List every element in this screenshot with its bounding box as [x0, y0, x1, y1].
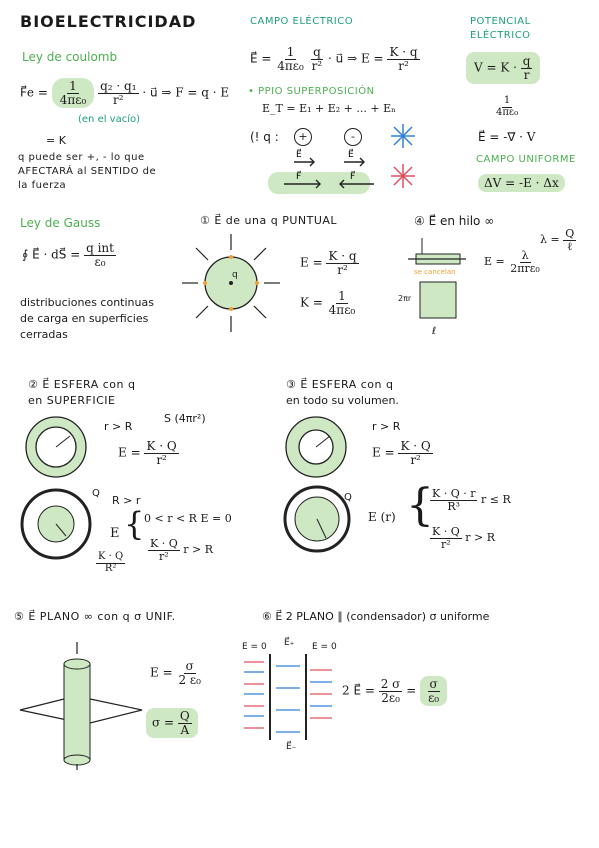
esfera-sup-case1: 0 < r < R E = 0 — [144, 512, 232, 525]
sphere-surface-diagram — [16, 414, 96, 480]
campo-heading: CAMPO ELÉCTRICO — [250, 16, 354, 27]
e-minus-label: E⃗₋ — [286, 742, 297, 752]
hilo-heading: ④ E⃗ en hilo ∞ — [414, 214, 495, 228]
gauss-heading: Ley de Gauss — [20, 216, 101, 230]
puntual-q-label: q — [232, 270, 238, 280]
puntual-heading: ① E⃗ de una q PUNTUAL — [200, 214, 338, 227]
esfera-sup-bottom: $\frac{K \cdot Q}{\text{R²}}$ — [98, 551, 124, 574]
sphere-surface-diagram-2 — [14, 482, 98, 566]
esfera-sup-formula: E = $\frac{K \cdot Q}{\text{r²}}$ — [118, 439, 177, 467]
esfera-sup-cond2: R > r — [112, 494, 141, 507]
plano-e-formula: E = $\frac{\sigma}{\text{2 ε₀}}$ — [150, 659, 201, 687]
sigma-formula: σ = $\frac{Q}{A}$ — [146, 708, 198, 738]
minus-charge-icon: - — [344, 128, 362, 146]
page-title: BIOELECTRICIDAD — [20, 12, 197, 31]
gauss-formula: ∮ E⃗ · dS⃗ = $\frac{\text{q int}}{\text{ε₀}}$ — [22, 241, 114, 269]
sphere-volume-diagram-2 — [282, 484, 352, 554]
point-charge-diagram — [176, 228, 286, 338]
plus-charge-icon: + — [294, 128, 312, 146]
esfera-vol-q-label: Q — [344, 492, 352, 503]
esfera-sup-heading-2: en SUPERFICIE — [28, 394, 116, 407]
esfera-sup-cond: r > R — [104, 420, 133, 433]
coulomb-tail: · u⃗ ⇒ F = q · E — [142, 85, 230, 100]
puntual-k-formula: K = $\frac{1}{\text{4πε₀}}$ — [300, 289, 356, 317]
esfera-vol-case2: $\frac{K \cdot Q}{\text{r²}}$ r > R — [432, 525, 495, 551]
plano-heading: ⑤ E⃗ PLANO ∞ con q σ UNIF. — [14, 610, 176, 623]
coulomb-heading: Ley de coulomb — [22, 50, 118, 64]
coulomb-note-line3: la fuerza — [18, 180, 67, 191]
k-label: = K — [46, 134, 66, 147]
superposition-heading: • PPIO SUPERPOSICIÓN — [248, 86, 375, 97]
svg-text:E⃗: E⃗ — [296, 150, 302, 160]
potencial-heading-1: POTENCIAL — [470, 16, 531, 27]
brace-icon: { — [124, 505, 145, 543]
potencial-formula: V = K · $\frac{q}{r}$ — [466, 52, 540, 84]
svg-text:F⃗: F⃗ — [350, 172, 356, 182]
vacuum-note: (en el vacío) — [78, 114, 141, 125]
brace-icon-2: { — [406, 480, 434, 531]
cancel-label: se cancelan — [414, 268, 456, 276]
potencial-k: $\frac{1}{\text{4πε₀}}$ — [496, 95, 519, 118]
esfera-vol-heading-1: ③ E⃗ ESFERA con q — [286, 378, 394, 391]
capacitor-diagram — [240, 654, 340, 744]
esfera-sup-heading-1: ② E⃗ ESFERA con q — [28, 378, 136, 391]
charge-label: (! q : — [250, 130, 279, 144]
coulomb-lhs: F⃗e = — [20, 85, 48, 100]
puntual-e-formula: E = $\frac{K \cdot q}{\text{r²}}$ — [300, 249, 357, 277]
coulomb-formula — [20, 78, 229, 108]
esfera-vol-formula: E = $\frac{K \cdot Q}{\text{r²}}$ — [372, 439, 431, 467]
esfera-vol-heading-2: en todo su volumen. — [286, 394, 399, 407]
potential-difference-eq: ΔV = -E · Δx — [478, 174, 565, 192]
wire-side-label: 2πr — [398, 294, 412, 303]
wire-diagram — [404, 234, 470, 330]
e-plus-label: E⃗₊ — [284, 638, 295, 648]
coulomb-charges-fraction: $\frac{\text{q₂ · q₁}}{\text{r²}}$ — [100, 79, 137, 107]
field-lines-icon — [378, 118, 428, 198]
lambda-formula: λ = $\frac{Q}{\text{ℓ}}$ — [540, 227, 575, 253]
gradient-eq: E⃗ = -∇⃗ · V — [478, 130, 536, 144]
condensador-formula: 2 E⃗ = $\frac{2 \sigma}{\text{2ε₀}}$ = $\frac{\sigma}{\text{ε₀}}$ — [342, 676, 447, 706]
e0-left: E = 0 — [242, 642, 267, 652]
potencial-heading-2: ELÉCTRICO — [470, 30, 531, 41]
campo-formula: E⃗ = $\frac{1}{\text{4πε₀}}$ $\frac{q}{\text{r²}}$ · u⃗ ⇒ E = $\frac{K \cdot q}{\text{r²}}$ — [250, 45, 418, 73]
hilo-e-formula: E = $\frac{\lambda}{\text{2πrε₀}}$ — [484, 249, 540, 275]
gauss-note-3: cerradas — [20, 328, 68, 341]
esfera-sup-q-label: Q — [92, 488, 100, 499]
esfera-sup-e-brace: E — [110, 526, 120, 541]
gauss-note-2: de carga en superficies — [20, 312, 149, 325]
uniform-label: CAMPO UNIFORME — [476, 154, 576, 165]
svg-text:F⃗: F⃗ — [296, 172, 302, 182]
superposition-eq: E_T = E₁ + E₂ + ... + Eₙ — [262, 102, 396, 115]
condensador-heading: ⑥ E⃗ 2 PLANO ∥ (condensador) σ uniforme — [262, 610, 490, 623]
esfera-vol-case1: $\frac{K \cdot Q \cdot r}{\text{R³}}$ r ≤ R — [432, 487, 511, 513]
coulomb-note-line1: q puede ser +, - lo que — [18, 152, 145, 163]
gauss-note-1: distribuciones continuas — [20, 296, 154, 309]
coulomb-note-line2: AFECTARÁ al SENTIDO de — [18, 166, 157, 177]
esfera-vol-cond: r > R — [372, 420, 401, 433]
wire-bottom-label: ℓ — [432, 326, 437, 337]
e0-right: E = 0 — [312, 642, 337, 652]
svg-text:E⃗: E⃗ — [348, 150, 354, 160]
sphere-volume-diagram — [282, 414, 350, 480]
esfera-sup-case2: $\frac{K \cdot Q}{\text{r²}}$ r > R — [150, 537, 213, 563]
esfera-vol-er-label: E (r) — [368, 510, 396, 524]
coulomb-k-fraction: $\frac{1}{\text{4πε₀}}$ — [52, 78, 95, 108]
infinite-plane-diagram — [16, 640, 146, 770]
esfera-area-label: S (4πr²) — [164, 412, 206, 425]
charge-arrows-diagram — [280, 148, 380, 198]
